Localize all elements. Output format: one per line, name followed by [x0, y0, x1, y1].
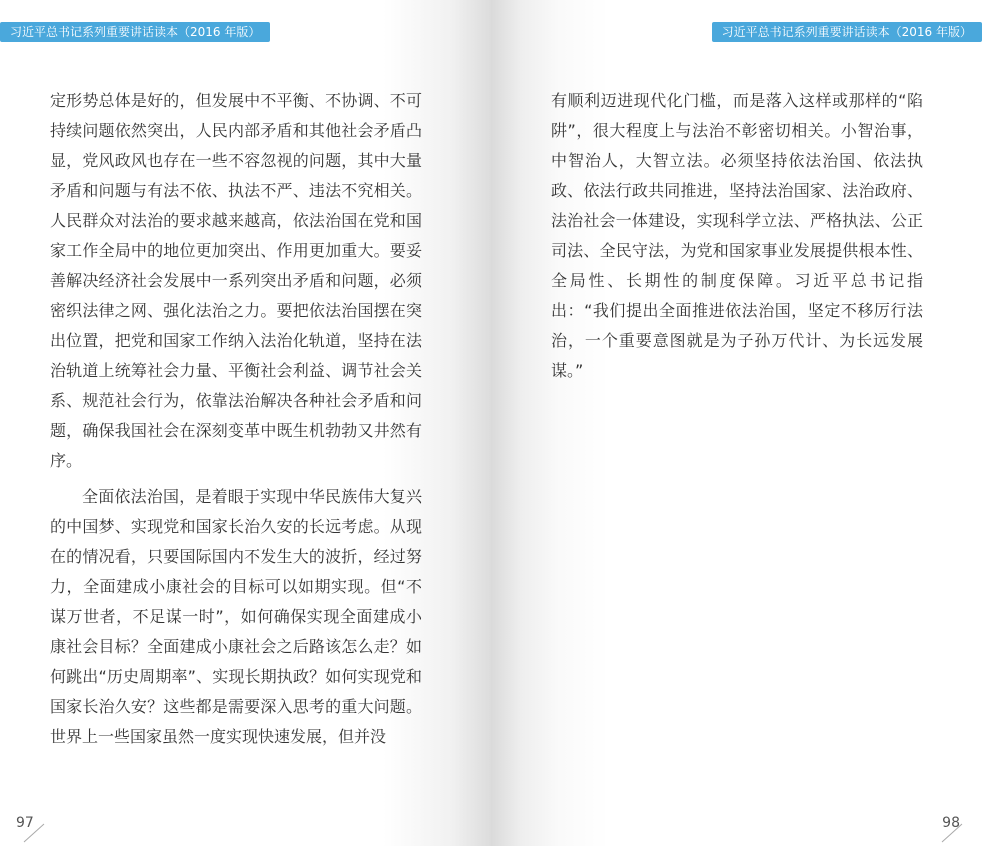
page-corner-decoration [940, 820, 974, 844]
page-number: 97 [16, 815, 34, 831]
paragraph: 定形势总体是好的，但发展中不平衡、不协调、不可持续问题依然突出，人民内部矛盾和其他社会矛盾凸显，党风政风也存在一些不容忽视的问题，其中大量矛盾和问题与有法不依、执法不严、违法不究相关。人民群众对法治的要求越来越高，依法治国在党和国家工作全局中的地位更加突出、作用更加重大。要妥善解决经济社会发展中一系列突出矛盾和问题，必须密织法律之网、强化法治之力。要把依法治国摆在突出位置，把党和国家工作纳入法治化轨道，坚持在法治轨道上统筹社会力量、平衡社会利益、调节社会关系、规范社会行为，依靠法治解决各种社会矛盾和问题，确保我国社会在深刻变革中既生机勃勃又井然有序。 [50, 91, 422, 470]
left-page-body [50, 86, 422, 752]
paragraph: 全面依法治国，是着眼于实现中华民族伟大复兴的中国梦、实现党和国家长治久安的长远考虑。从现在的情况看，只要国际国内不发生大的波折，经过努力，全面建成小康社会的目标可以如期实现。但“不谋万世者，不足谋一时”，如何确保实现全面建成小康社会目标？全面建成小康社会之后路该怎么走？如何跳出“历史周期率”、实现长期执政？如何实现党和国家长治久安？这些都是需要深入思考的重大问题。世界上一些国家虽然一度实现快速发展，但并没 [50, 487, 422, 746]
right-page [491, 0, 982, 846]
paragraph: 有顺利迈进现代化门槛，而是落入这样或那样的“陷阱”，很大程度上与法治不彰密切相关。小智治事，中智治人，大智立法。必须坚持依法治国、依法执政、依法行政共同推进，坚持法治国家、法治政府、法治社会一体建设，实现科学立法、严格执法、公正司法、全民守法，为党和国家事业发展提供根本性、全局性、长期性的制度保障。习近平总书记指出：“我们提出全面推进依法治国，坚定不移厉行法治，一个重要意图就是为子孙万代计、为长远发展谋。” [551, 91, 923, 380]
right-page-body [551, 86, 923, 386]
book-header-title: 习近平总书记系列重要讲话读本（2016 年版） [0, 22, 270, 42]
book-header-title: 习近平总书记系列重要讲话读本（2016 年版） [712, 22, 982, 42]
page-number: 98 [942, 815, 960, 831]
page-corner-decoration [12, 820, 46, 844]
